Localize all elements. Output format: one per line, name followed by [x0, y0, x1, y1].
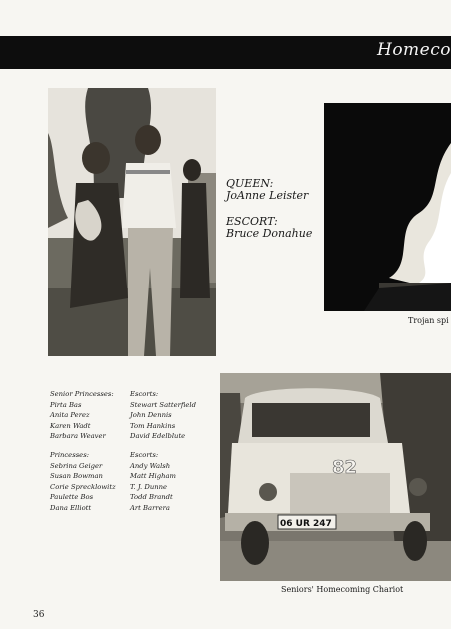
queen-escort-photo	[48, 88, 216, 356]
senior-escorts-list	[130, 389, 196, 442]
list-item: Art Barrera	[130, 503, 170, 512]
list-item: Corie Sprecklowitz	[50, 482, 116, 491]
list-item: Stewart Satterfield	[130, 400, 196, 409]
list-item: Sebrina Geiger	[50, 461, 103, 470]
princesses-list	[50, 450, 116, 514]
chariot-number: 82	[332, 457, 358, 478]
escort-name: Bruce Donahue	[226, 227, 313, 240]
queen-escort-caption	[226, 178, 312, 240]
queen-name: JoAnne Leister	[226, 189, 309, 202]
list-item: Susan Bowman	[50, 472, 103, 481]
escort-label: ESCORT:	[226, 215, 278, 228]
chariot-caption: Seniors' Homecoming Chariot	[281, 585, 404, 594]
bonfire-caption: Trojan spi	[408, 316, 449, 325]
page-number: 36	[33, 610, 45, 620]
list-item: Dana Elliott	[50, 503, 92, 512]
senior-princesses-list	[50, 389, 114, 442]
list-item: Todd Brandt	[130, 493, 173, 502]
chariot-illustration	[220, 373, 451, 581]
list-item: David Edelblute	[130, 432, 186, 441]
list-item: Pirta Bas	[50, 400, 82, 409]
header-banner	[0, 36, 451, 69]
chariot-photo	[220, 373, 451, 581]
list-item: Paulette Bos	[50, 493, 94, 502]
princesses-label: Princesses:	[50, 451, 89, 459]
list-item: Andy Walsh	[130, 461, 171, 470]
list-item: Matt Higham	[130, 472, 176, 481]
queen-label: QUEEN:	[226, 177, 274, 190]
escorts-list	[130, 450, 176, 514]
list-item: John Dennis	[130, 411, 172, 420]
list-item: T. J. Dunne	[130, 482, 167, 491]
senior-princesses-label: Senior Princesses:	[50, 390, 114, 398]
senior-escorts-label: Escorts:	[130, 390, 159, 398]
license-plate: 06 UR 247	[280, 519, 332, 529]
list-item: Karen Wadt	[50, 421, 91, 430]
queen-escort-illustration	[48, 88, 216, 356]
escorts-label: Escorts:	[130, 451, 159, 459]
list-item: Anita Perez	[50, 411, 90, 420]
section-title: Homeco	[377, 40, 451, 60]
bonfire-photo	[324, 103, 451, 311]
bonfire-illustration	[324, 103, 451, 311]
list-item: Tom Hankins	[130, 421, 176, 430]
list-item: Barbara Weaver	[50, 432, 106, 441]
